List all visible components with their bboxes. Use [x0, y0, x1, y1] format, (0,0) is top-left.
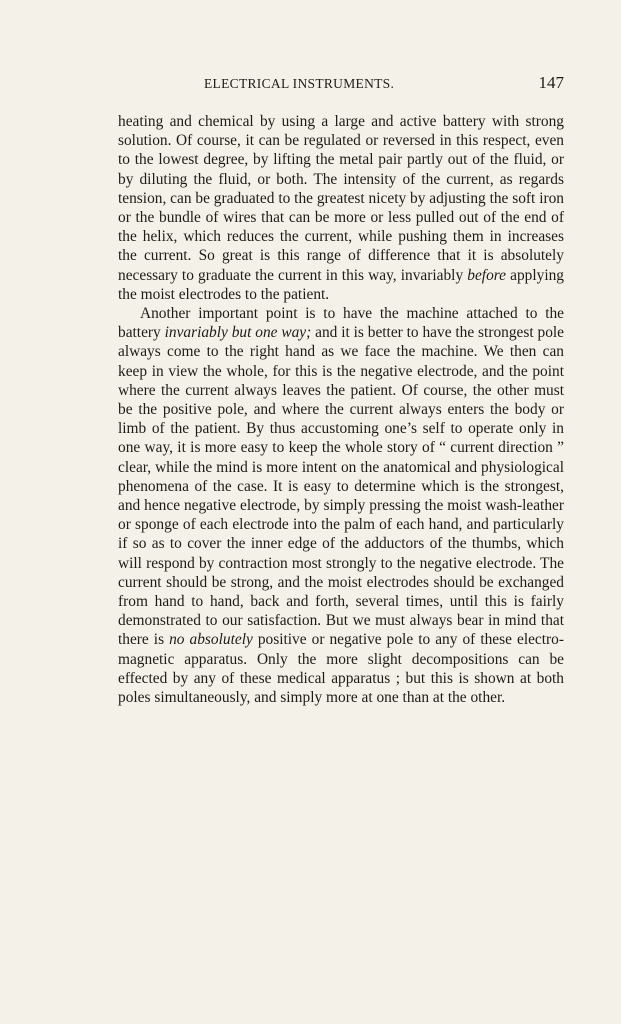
- paragraph-2-italic-2: no absolutely: [169, 631, 253, 649]
- paragraph-2: [118, 304, 564, 707]
- page-number: 147: [538, 73, 564, 92]
- paragraph-2-text-c: positive or negative pole to any of these electro-magnetic apparatus. Only the more slight decompositions can be effected by any of these medical apparatus ; but this is shown at both poles simultaneously, and simply more at one than at the other.: [118, 631, 564, 707]
- running-title: ELECTRICAL INSTRUMENTS.: [204, 76, 395, 91]
- paragraph-1-italic: before: [467, 266, 507, 284]
- paragraph-2-text-b: and it is better to have the strongest pole always come to the right hand as we face the machine. We then can keep in view the whole, for this is the negative electrode, and the point where the current always leaves the patient. Of course, the other must be the positive pole, and where the current always enters the body or limb of the patient. By thus accustoming one’s self to operate only in one way, it is more easy to keep the whole story of “ current direction ” clear, while the mind is more intent on the anatomical and physiological phenomena of the case. It is easy to determine which is the strongest, and hence negative electrode, by simply pressing the moist wash-leather or sponge of each electrode into the palm of each hand, and particularly if so as to cover the inner edge of the adductors of the thumbs, which will respond by contraction most strongly to the negative electrode. The current should be strong, and the moist electrodes should be exchanged from hand to hand, back and forth, several times, until this is fairly demonstrated to our satisfaction. But we must always bear in mind that there is: [118, 324, 564, 649]
- paragraph-1-text-b: applying the moist electrodes to the patient.: [118, 266, 564, 303]
- running-head: [118, 73, 564, 96]
- paragraph-1: [118, 112, 564, 304]
- paragraph-1-text-a: heating and chemical by using a large and active battery with strong solution. Of course, it can be regulated or reversed in this respect, even to the lowest degree, by lifting the metal pair partly out of the fluid, or by diluting the fluid, or both. The intensity of the current, as regards tension, can be graduated to the greatest nicety by adjusting the soft iron or the bundle of wires that can be more or less pulled out of the end of the helix, which reduces the current, while pushing them in increases the current. So great is this range of difference that it is absolutely necessary to graduate the current in this way, invariably: [118, 113, 564, 284]
- paragraph-2-italic-1: invariably but one way;: [164, 324, 312, 342]
- body-text: [118, 112, 564, 707]
- paragraph-2-text-a: Another important point is to have the machine attached to the battery: [118, 305, 564, 342]
